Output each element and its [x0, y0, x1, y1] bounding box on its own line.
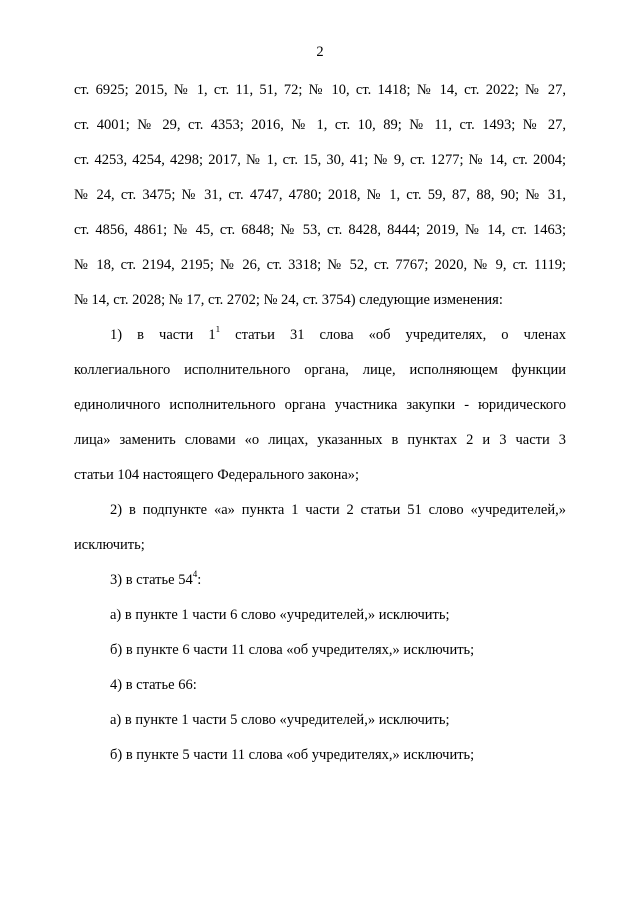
item-1-text-start: 1) в части 1 [110, 327, 216, 343]
text-line: ст. 4856, 4861; № 45, ст. 6848; № 53, ст. 8428, 8444; 2019, № 14, ст. 1463; [74, 222, 566, 238]
item-4-sub-a: а) в пункте 1 части 5 слово «учредителей,» исключить; [110, 712, 450, 728]
item-1-first-line [110, 326, 566, 344]
item-4-heading: 4) в статье 66: [110, 677, 197, 693]
item-3-text-start: 3) в статье 54 [110, 572, 193, 588]
text-line: единоличного исполнительного органа участника закупки - юридического [74, 397, 566, 413]
item-4-sub-b: б) в пункте 5 части 11 слова «об учредителях,» исключить; [110, 747, 475, 763]
page-number: 2 [316, 44, 324, 60]
text-line: № 18, ст. 2194, 2195; № 26, ст. 3318; № 52, ст. 7767; 2020, № 9, ст. 1119; [74, 257, 566, 273]
text-line: ст. 4253, 4254, 4298; 2017, № 1, ст. 15, 30, 41; № 9, ст. 1277; № 14, ст. 2004; [74, 152, 566, 168]
text-line: № 24, ст. 3475; № 31, ст. 4747, 4780; 2018, № 1, ст. 59, 87, 88, 90; № 31, [74, 187, 566, 203]
text-line: ст. 4001; № 29, ст. 4353; 2016, № 1, ст. 10, 89; № 11, ст. 1493; № 27, [74, 117, 566, 133]
item-1-text-end: статьи 31 слова «об учредителях, о членах [220, 327, 566, 343]
item-3-heading [110, 571, 201, 589]
item-3-text-end: : [197, 572, 202, 588]
text-line: статьи 104 настоящего Федерального закона»; [74, 467, 360, 483]
item-3-sub-b: б) в пункте 6 части 11 слова «об учредителях,» исключить; [110, 642, 475, 658]
text-line: № 14, ст. 2028; № 17, ст. 2702; № 24, ст. 3754) следующие изменения: [74, 292, 503, 308]
item-2-first-line: 2) в подпункте «а» пункта 1 части 2 статьи 51 слово «учредителей,» [110, 502, 566, 518]
superscript: 4 [192, 569, 198, 580]
text-line: ст. 6925; 2015, № 1, ст. 11, 51, 72; № 10, ст. 1418; № 14, ст. 2022; № 27, [74, 82, 566, 98]
text-line: исключить; [74, 537, 145, 553]
text-line: коллегиального исполнительного органа, лице, исполняющем функции [74, 362, 566, 378]
text-line: лица» заменить словами «о лицах, указанных в пунктах 2 и 3 части 3 [74, 432, 566, 448]
item-3-sub-a: а) в пункте 1 части 6 слово «учредителей,» исключить; [110, 607, 450, 623]
superscript: 1 [215, 326, 221, 335]
